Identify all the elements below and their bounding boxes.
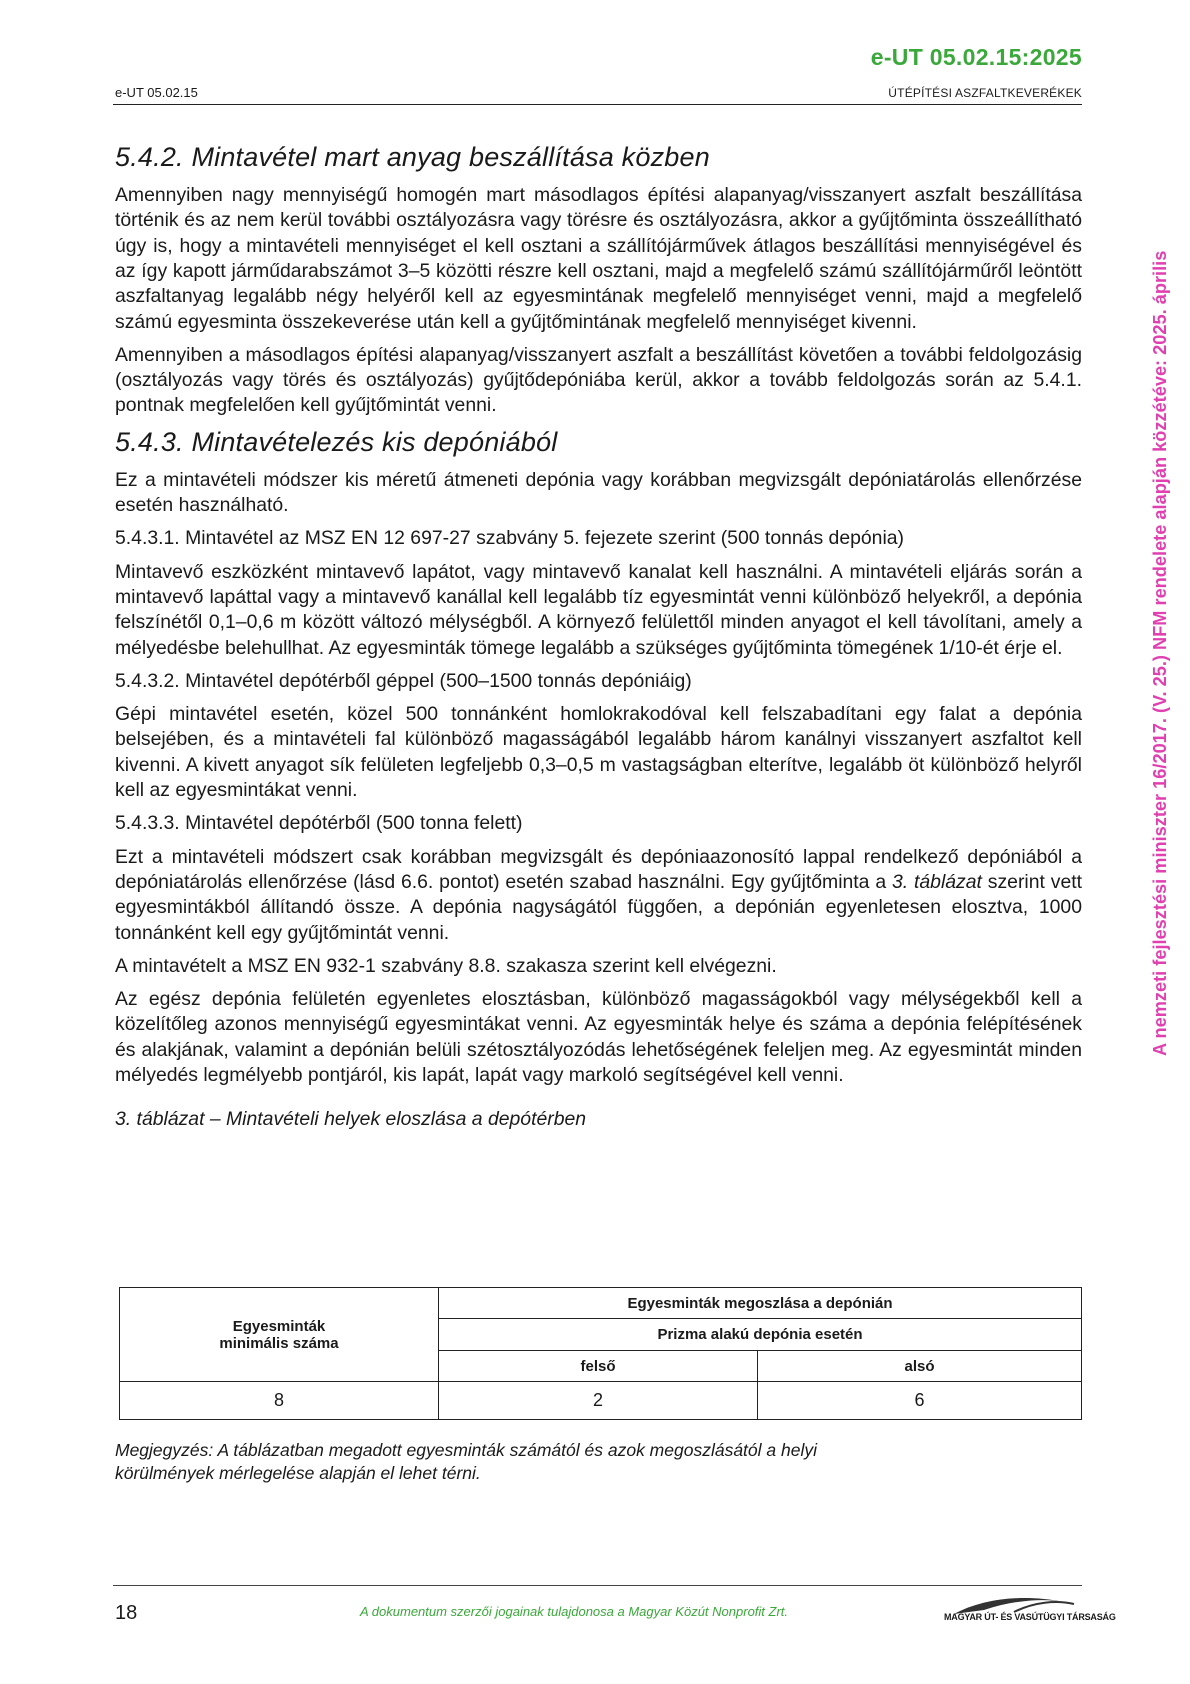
section-5-4-3-title: 5.4.3. Mintavételezés kis depóniából <box>115 426 558 457</box>
company-logo-text: MAGYAR ÚT- ÉS VASÚTÜGYI TÁRSASÁG <box>944 1612 1116 1622</box>
side-publication-note: A nemzeti fejlesztési miniszter 16/2017. (V. 25.) NFM rendelete alapján közzétéve: 2025. április <box>1150 250 1170 1056</box>
sampling-distribution-table <box>119 1287 1082 1420</box>
section-5-4-2-paragraph-1: Amennyiben nagy mennyiségű homogén mart másodlagos építési alapanyag/visszanyert aszfalt beszállítása történik és az nem kerül további osztályozásra vagy törésre és osztályozásra, akkor a gyűjtőminta összeállítható úgy is, hogy a mintavételi mennyiséget el kell osztani a szállítójárművek átlagos beszállítási mennyiségével és az így kapott járműdarabszámot 3–5 közötti részre kell osztani, majd a megfelelő számú szállítójárműről leöntött aszfaltanyag legalább négy helyéről kell az egyesmintának megfelelő mennyiséget venni, majd a megfelelő számú egyesminta összekeverése után kell a gyűjtőmintának megfelelő mennyiséget kivenni. <box>115 184 1082 333</box>
table-header-upper: felső <box>439 1351 758 1382</box>
document-code: e-UT 05.02.15:2025 <box>870 44 1082 70</box>
section-5-4-3-3-title: 5.4.3.3. Mintavétel depótérből (500 tonna felett) <box>115 812 523 835</box>
table-note-line-2: körülmények mérlegelése alapján el lehet térni. <box>115 1462 481 1483</box>
footer-copyright: A dokumentum szerzői jogainak tulajdonosa a Magyar Közút Nonprofit Zrt. <box>360 1604 789 1619</box>
table-cell-upper: 2 <box>439 1382 758 1420</box>
table-reference: 3. táblázat <box>891 870 982 893</box>
table-note-line-1: Megjegyzés: A táblázatban megadott egyesminták számától és azok megoszlásától a helyi <box>115 1440 817 1460</box>
footer-rule <box>113 1585 1082 1586</box>
page-number: 18 <box>115 1602 138 1624</box>
table-header-lower: alsó <box>758 1351 1082 1382</box>
table-header-minimum-count <box>120 1288 439 1382</box>
header-rule <box>113 104 1082 105</box>
table-note <box>115 1439 985 1484</box>
section-5-4-2-title: 5.4.2. Mintavétel mart anyag beszállítása közben <box>115 142 710 172</box>
section-5-4-3-1-paragraph: Mintavevő eszközként mintavevő lapátot, vagy mintavevő kanalat kell használni. A mintavételi eljárás során a mintavevő lapáttal vagy a mintavevő kanállal kell legalább tíz egyesmintát venni különböző helyekről, a depónia felszínétől 0,1–0,6 m között változó mélységből. A környező felülettől minden anyagot el kell távolítani, amely a mélyedésbe belehullhat. Az egyesminták tömege legalább a szükséges gyűjtőminta tömegének 1/10-ét érje el. <box>115 560 1082 659</box>
table-header-distribution: Egyesminták megoszlása a depónián <box>439 1288 1082 1319</box>
paragraph-text-start: Ezt a mintavételi módszert csak korábban megvizsgált és depóniaazonosító lappal rendelkező depóniából a depóniatárolás ellenőrzése (lásd 6.6. pontot) esetén szabad használni. Egy gyűjtőminta a <box>115 845 1082 893</box>
table-header-line-2: minimális száma <box>219 1334 339 1352</box>
section-5-4-3-2-title: 5.4.3.2. Mintavétel depótérből géppel (500–1500 tonnás depóniáig) <box>115 669 692 692</box>
main-content <box>115 142 1082 1131</box>
section-5-4-3-paragraph-1: Ez a mintavételi módszer kis méretű átmeneti depónia vagy korábban megvizsgált depóniatárolás ellenőrzése esetén használható. <box>115 468 1082 517</box>
section-5-4-3-1-title: 5.4.3.1. Mintavétel az MSZ EN 12 697-27 szabvány 5. fejezete szerint (500 tonnás depónia) <box>115 527 905 550</box>
table-cell-lower: 6 <box>758 1382 1082 1420</box>
table-header-prism-depot: Prizma alakú depónia esetén <box>439 1319 1082 1351</box>
company-logo-icon <box>944 1588 1094 1628</box>
table-cell-minimum: 8 <box>120 1382 439 1420</box>
header-left-code: e-UT 05.02.15 <box>115 85 198 100</box>
table-header-line-1: Egyesminták <box>232 1317 326 1335</box>
section-5-4-3-3-paragraph-3: Az egész depónia felületén egyenletes elosztásban, különböző magasságokból vagy mélységekből kell a közelítőleg azonos mennyiségű egyesmintákat venni. Az egyesminták helye és száma a depónia felépítésének és alakjának, valamint a depónián belüli szétosztályozódás lehetőségének feleljen meg. Az egyesmintát minden mélyedés legmélyebb pontjáról, kis lapát, lapát vagy markoló segítségével kell venni. <box>115 988 1082 1086</box>
section-5-4-3-3-paragraph-2: A mintavételt a MSZ EN 932-1 szabvány 8.8. szakasza szerint kell elvégezni. <box>115 954 777 977</box>
paragraph-text-end: szerint vett egyesmintákból állítandó össze. A depónia nagyságától függően, a depónián egyenletesen elosztva, 1000 tonnánként kell egy gyűjtőmintát venni. <box>115 870 1082 944</box>
section-5-4-3-2-paragraph: Gépi mintavétel esetén, közel 500 tonnánként homlokrakodóval kell felszabadítani egy falat a depónia belsejében, és a mintavételi fal különböző magasságából legalább három kanálnyi visszanyert aszfaltot kell kivenni. A kivett anyagot sík felületen legfeljebb 0,3–0,5 m vastagságban elterítve, legalább öt különböző helyről kell az egyesmintákat venni. <box>115 703 1082 802</box>
section-5-4-3-3-paragraph-1 <box>115 845 1082 946</box>
table-caption: 3. táblázat – Mintavételi helyek eloszlása a depótérben <box>115 1108 587 1131</box>
header-right-title: ÚTÉPÍTÉSI ASZFALTKEVERÉKEK <box>888 86 1082 100</box>
section-5-4-2-paragraph-2: Amennyiben a másodlagos építési alapanyag/visszanyert aszfalt a beszállítást követően a további feldolgozásig (osztályozás vagy törés és osztályozás) gyűjtődepóniába kerül, akkor a tovább feldolgozás során az 5.4.1. pontnak megfelelően kell gyűjtőmintát venni. <box>115 343 1082 417</box>
